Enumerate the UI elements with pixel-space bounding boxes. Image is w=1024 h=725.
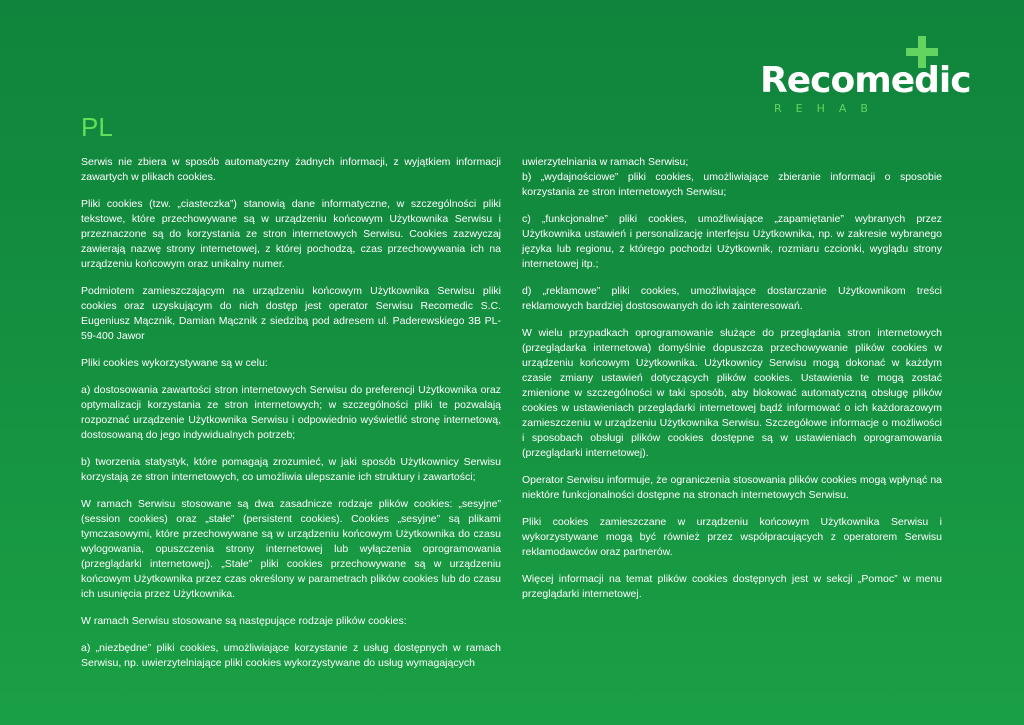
paragraph: a) „niezbędne” pliki cookies, umożliwiające korzystanie z usług dostępnych w ramach Serwisu, np. uwierzytelniające pliki cookies wykorzystywane do usług wymagających — [81, 642, 501, 669]
paragraph: W wielu przypadkach oprogramowanie służące do przeglądania stron internetowych (przeglądarka internetowa) domyślnie dopuszcza przechowywanie plików cookies w urządzeniu końcowym Użytkownika. Użytkownicy Serwisu mogą dokonać w każdym czasie zmiany ustawień dotyczących plików cookies. Ustawienia te mogą zostać zmienione w szczególności w taki sposób, aby blokować automatyczną obsługę plików cookies w ustawieniach przeglądarki internetowej bądź informować o ich każdorazowym zamieszczeniu w urządzeniu Użytkownika Serwisu. Szczegółowe informacje o możliwości i sposobach obsługi plików cookies dostępne są w ustawieniach oprogramowania (przeglądarki internetowej). — [522, 327, 942, 459]
language-heading: PL — [81, 112, 113, 142]
right-text-column — [522, 155, 942, 614]
paragraph: Pliki cookies (tzw. „ciasteczka”) stanowią dane informatyczne, w szczególności pliki tekstowe, które przechowywane są w urządzeniu końcowym Użytkownika Serwisu i przeznaczone są do korzystania ze stron internetowych Serwisu. Cookies zazwyczaj zawierają nazwę strony internetowej, z której pochodzą, czas przechowywania ich na urządzeniu końcowym oraz unikalny numer. — [81, 198, 501, 270]
paragraph: Pliki cookies zamieszczane w urządzeniu końcowym Użytkownika Serwisu i wykorzystywane mogą być również przez współpracujących z operatorem Serwisu reklamodawców oraz partnerów. — [522, 516, 942, 558]
paragraph: d) „reklamowe” pliki cookies, umożliwiające dostarczanie Użytkownikom treści reklamowych bardziej dostosowanych do ich zainteresowań. — [522, 285, 942, 312]
left-text-column — [81, 155, 501, 683]
paragraph: a) dostosowania zawartości stron internetowych Serwisu do preferencji Użytkownika oraz optymalizacji korzystania ze stron internetowych; w szczególności pliki te pozwalają rozpoznać urządzenie Użytkownika Serwisu i odpowiednio wyświetlić stronę internetową, dostosowaną do jego indywidualnych potrzeb; — [81, 384, 501, 441]
logo-subtitle: REHAB — [774, 102, 882, 115]
paragraph: Operator Serwisu informuje, że ograniczenia stosowania plików cookies mogą wpłynąć na niektóre funkcjonalności dostępne na stronach internetowych Serwisu. — [522, 474, 942, 501]
recomedic-logo — [760, 34, 971, 120]
paragraph: W ramach Serwisu stosowane są następujące rodzaje plików cookies: — [81, 615, 407, 627]
paragraph: b) tworzenia statystyk, które pomagają zrozumieć, w jaki sposób Użytkownicy Serwisu korzystają ze stron internetowych, co umożliwia ulepszanie ich struktury i zawartości; — [81, 456, 501, 483]
paragraph: Więcej informacji na temat plików cookies dostępnych jest w sekcji „Pomoc” w menu przeglądarki internetowej. — [522, 573, 942, 600]
paragraph: c) „funkcjonalne” pliki cookies, umożliwiające „zapamiętanie” wybranych przez Użytkownika ustawień i personalizację interfejsu Użytkownika, np. w zakresie wybranego języka lub regionu, z którego pochodzi Użytkownik, rozmiaru czcionki, wyglądu strony internetowej itp.; — [522, 213, 942, 270]
paragraph: Podmiotem zamieszczającym na urządzeniu końcowym Użytkownika Serwisu pliki cookies oraz uzyskującym do nich dostęp jest operator Serwisu Recomedic S.C. Eugeniusz Mącznik, Damian Mącznik z siedzibą pod adresem ul. Paderewskiego 3B PL-59-400 Jawor — [81, 285, 501, 342]
paragraph: Serwis nie zbiera w sposób automatyczny żadnych informacji, z wyjątkiem informacji zawartych w plikach cookies. — [81, 156, 501, 183]
paragraph: Pliki cookies wykorzystywane są w celu: — [81, 357, 268, 369]
paragraph: W ramach Serwisu stosowane są dwa zasadnicze rodzaje plików cookies: „sesyjne” (session cookies) oraz „stałe” (persistent cookies). Cookies „sesyjne” są plikami tymczasowymi, które przechowywane są w urządzeniu końcowym Użytkownika do czasu wylogowania, opuszczenia strony internetowej lub wyłączenia oprogramowania (przeglądarki internetowej). „Stałe” pliki cookies przechowywane są w urządzeniu końcowym Użytkownika przez czas określony w parametrach plików cookies lub do czasu ich usunięcia przez Użytkownika. — [81, 498, 501, 600]
paragraph: uwierzytelniania w ramach Serwisu; b) „wydajnościowe” pliki cookies, umożliwiające zbieranie informacji o sposobie korzystania ze stron internetowych Serwisu; — [522, 156, 942, 198]
logo-wordmark: Recomedic — [760, 60, 971, 101]
